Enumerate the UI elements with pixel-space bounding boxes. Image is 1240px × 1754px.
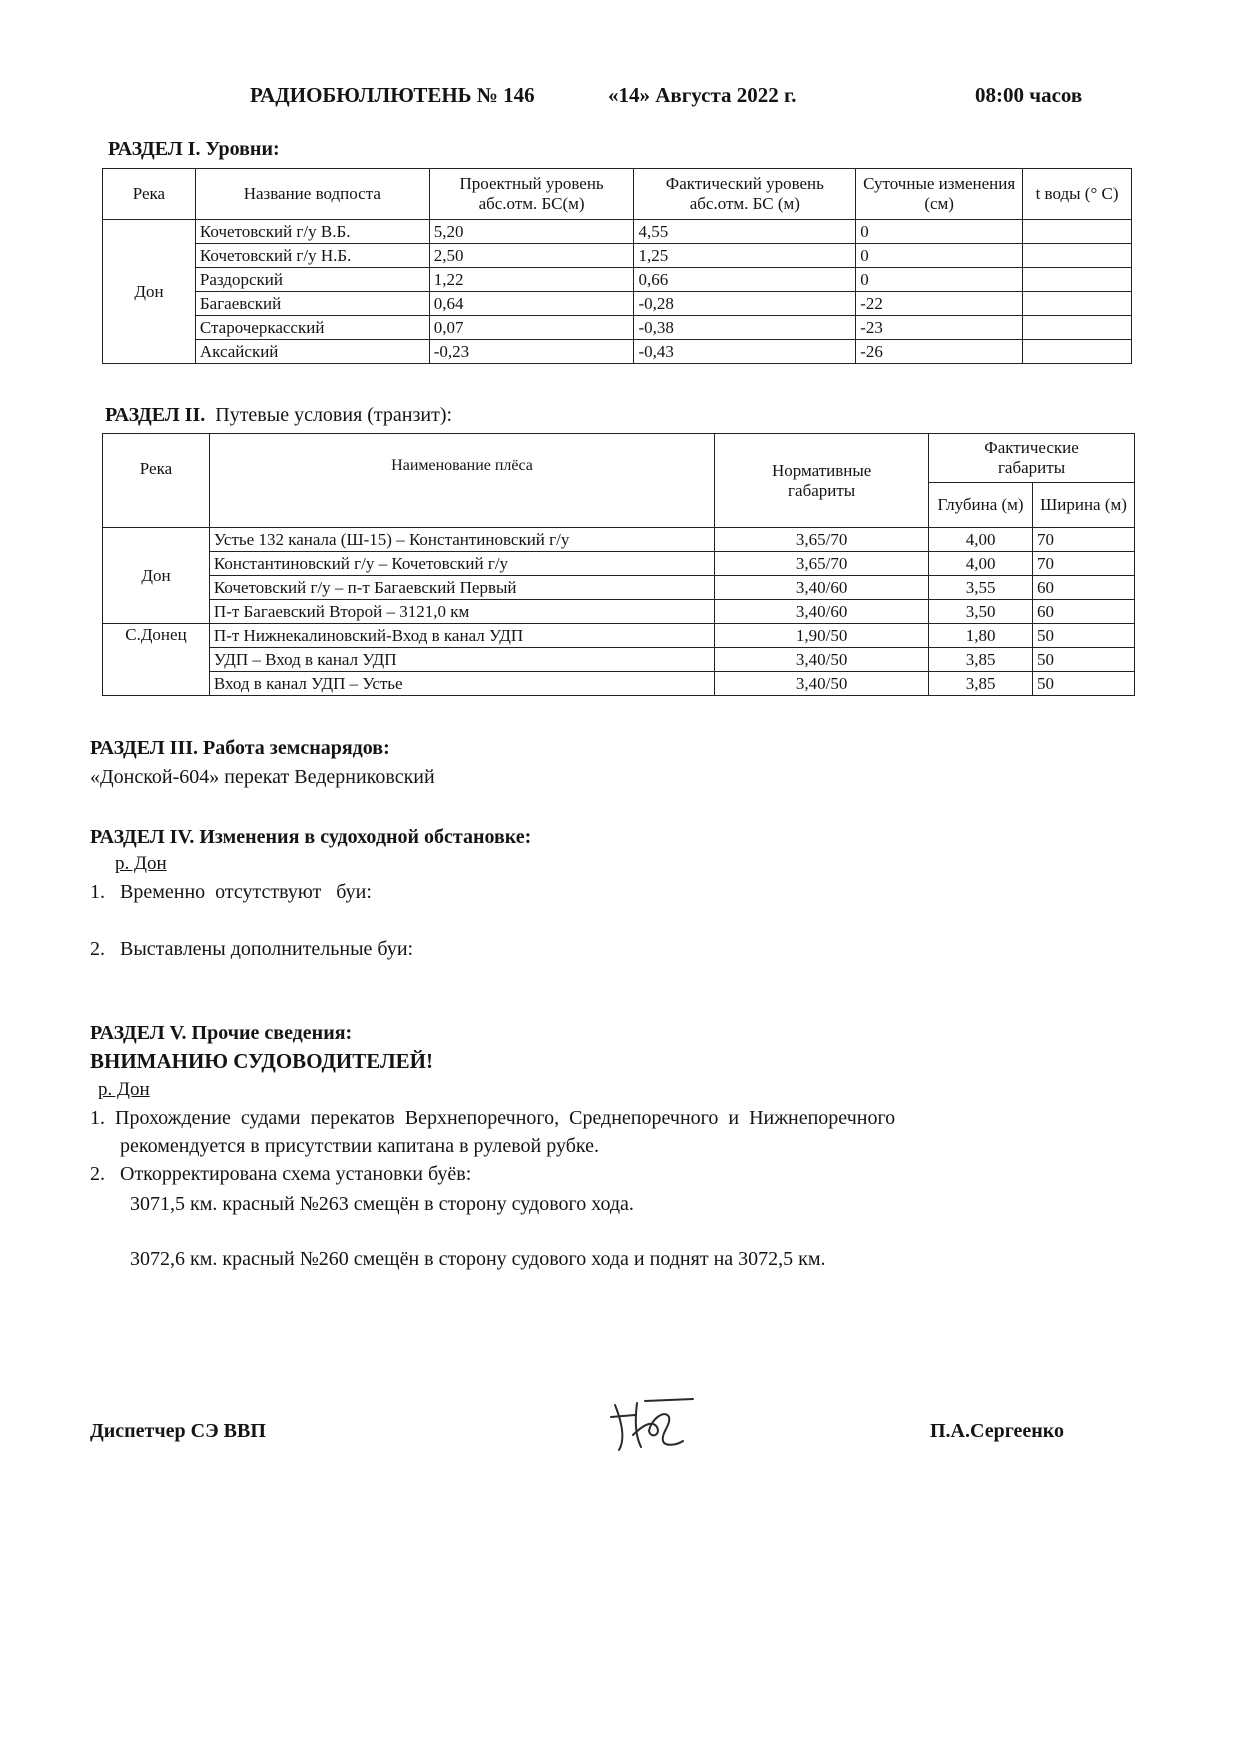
post-name: Раздорский: [195, 268, 429, 292]
section5-item2: 2. Откорректирована схема установки буёв:: [90, 1163, 472, 1185]
levels-header-project: Проектный уровень абс.отм. БС(м): [429, 169, 634, 220]
section2-title-number: РАЗДЕЛ II.: [105, 404, 206, 426]
dredger-line: «Донской-604» перекат Ведерниковский: [90, 766, 435, 788]
norm-dimensions: 3,40/50: [715, 648, 929, 672]
bulletin-title: РАДИОБЮЛЛЮТЕНЬ № 146: [250, 83, 535, 107]
water-temp: [1023, 316, 1132, 340]
levels-river: Дон: [103, 220, 196, 364]
route-header-river: Река: [103, 434, 210, 528]
norm-dimensions: 3,40/60: [715, 600, 929, 624]
route-header-width: Ширина (м): [1033, 483, 1135, 528]
actual-width: 70: [1033, 528, 1135, 552]
buoy-change-2: 3072,6 км. красный №260 смещён в сторону судового хода и поднят на 3072,5 км.: [130, 1248, 826, 1270]
table-row: [103, 648, 1135, 672]
water-temp: [1023, 268, 1132, 292]
route-header-reach: Наименование плёса: [209, 434, 714, 528]
actual-depth: 3,50: [929, 600, 1033, 624]
daily-change: 0: [856, 220, 1023, 244]
table-row: [103, 244, 1132, 268]
route-header-norm: Нормативные габариты: [715, 434, 929, 528]
levels-header-post: Название водпоста: [195, 169, 429, 220]
actual-width: 60: [1033, 600, 1135, 624]
levels-header-row: [103, 169, 1132, 220]
actual-depth: 4,00: [929, 552, 1033, 576]
levels-header-river: Река: [103, 169, 196, 220]
project-level: 2,50: [429, 244, 634, 268]
actual-width: 60: [1033, 576, 1135, 600]
table-row: [103, 672, 1135, 696]
signer-position: Диспетчер СЭ ВВП: [90, 1420, 266, 1442]
reach-name: Устье 132 канала (Ш-15) – Константиновский г/у: [209, 528, 714, 552]
actual-width: 70: [1033, 552, 1135, 576]
actual-level: -0,28: [634, 292, 856, 316]
section3-title: РАЗДЕЛ III. Работа земснарядов:: [90, 737, 390, 759]
levels-table: [102, 168, 1132, 364]
section1-title: РАЗДЕЛ I. Уровни:: [108, 138, 280, 160]
norm-dimensions: 3,65/70: [715, 528, 929, 552]
buoy-change-1: 3071,5 км. красный №263 смещён в сторону судового хода.: [130, 1193, 634, 1215]
daily-change: 0: [856, 268, 1023, 292]
table-row: [103, 220, 1132, 244]
route-header-depth: Глубина (м): [929, 483, 1033, 528]
section4-title: РАЗДЕЛ IV. Изменения в судоходной обстановке:: [90, 826, 532, 848]
actual-width: 50: [1033, 672, 1135, 696]
norm-dimensions: 3,40/60: [715, 576, 929, 600]
route-river-don: Дон: [103, 528, 210, 624]
section4-item2: 2. Выставлены дополнительные буи:: [90, 938, 414, 960]
section5-item1b: рекомендуется в присутствии капитана в рулевой рубке.: [120, 1135, 599, 1157]
actual-depth: 1,80: [929, 624, 1033, 648]
post-name: Кочетовский г/у Н.Б.: [195, 244, 429, 268]
levels-header-change: Суточные изменения (см): [856, 169, 1023, 220]
actual-depth: 3,85: [929, 648, 1033, 672]
actual-level: 0,66: [634, 268, 856, 292]
table-row: [103, 268, 1132, 292]
actual-level: -0,38: [634, 316, 856, 340]
table-row: [103, 316, 1132, 340]
actual-depth: 3,55: [929, 576, 1033, 600]
table-row: [103, 552, 1135, 576]
bulletin-date: «14» Августа 2022 г.: [608, 83, 797, 107]
route-header-row: [103, 434, 1135, 483]
table-row: [103, 624, 1135, 648]
section4-river: р. Дон: [115, 853, 167, 874]
project-level: 1,22: [429, 268, 634, 292]
water-temp: [1023, 244, 1132, 268]
reach-name: П-т Багаевский Второй – 3121,0 км: [209, 600, 714, 624]
section2-title-text: Путевые условия (транзит):: [215, 404, 453, 426]
actual-width: 50: [1033, 624, 1135, 648]
section5-item1a: 1. Прохождение судами перекатов Верхнепоречного, Среднепоречного и Нижнепоречного: [90, 1107, 896, 1129]
project-level: 0,64: [429, 292, 634, 316]
header: [0, 83, 1240, 113]
section5-title: РАЗДЕЛ V. Прочие сведения:: [90, 1022, 353, 1044]
section4-item1: 1. Временно отсутствуют буи:: [90, 881, 372, 903]
signer-name: П.А.Сергеенко: [930, 1420, 1065, 1442]
table-row: [103, 528, 1135, 552]
table-row: [103, 340, 1132, 364]
table-row: [103, 292, 1132, 316]
levels-header-actual: Фактический уровень абс.отм. БС (м): [634, 169, 856, 220]
norm-dimensions: 1,90/50: [715, 624, 929, 648]
section5-river: р. Дон: [98, 1079, 150, 1100]
project-level: 0,07: [429, 316, 634, 340]
daily-change: -26: [856, 340, 1023, 364]
attention-heading: ВНИМАНИЮ СУДОВОДИТЕЛЕЙ!: [90, 1049, 433, 1073]
table-row: [103, 600, 1135, 624]
reach-name: П-т Нижнекалиновский-Вход в канал УДП: [209, 624, 714, 648]
norm-dimensions: 3,40/50: [715, 672, 929, 696]
reach-name: Вход в канал УДП – Устье: [209, 672, 714, 696]
daily-change: -23: [856, 316, 1023, 340]
levels-header-temp: t воды (° С): [1023, 169, 1132, 220]
reach-name: Константиновский г/у – Кочетовский г/у: [209, 552, 714, 576]
project-level: -0,23: [429, 340, 634, 364]
norm-dimensions: 3,65/70: [715, 552, 929, 576]
post-name: Аксайский: [195, 340, 429, 364]
post-name: Кочетовский г/у В.Б.: [195, 220, 429, 244]
actual-depth: 3,85: [929, 672, 1033, 696]
project-level: 5,20: [429, 220, 634, 244]
route-river-sdonets: С.Донец: [103, 624, 210, 696]
table-row: [103, 576, 1135, 600]
reach-name: УДП – Вход в канал УДП: [209, 648, 714, 672]
post-name: Старочеркасский: [195, 316, 429, 340]
daily-change: 0: [856, 244, 1023, 268]
daily-change: -22: [856, 292, 1023, 316]
section2-title: [105, 404, 452, 427]
actual-level: 1,25: [634, 244, 856, 268]
bulletin-time: 08:00 часов: [975, 83, 1083, 107]
route-table: [102, 433, 1135, 696]
reach-name: Кочетовский г/у – п-т Багаевский Первый: [209, 576, 714, 600]
handwritten-signature: [605, 1395, 700, 1455]
post-name: Багаевский: [195, 292, 429, 316]
actual-depth: 4,00: [929, 528, 1033, 552]
actual-level: 4,55: [634, 220, 856, 244]
water-temp: [1023, 340, 1132, 364]
water-temp: [1023, 220, 1132, 244]
actual-width: 50: [1033, 648, 1135, 672]
route-header-actual: Фактические габариты: [929, 434, 1135, 483]
water-temp: [1023, 292, 1132, 316]
actual-level: -0,43: [634, 340, 856, 364]
